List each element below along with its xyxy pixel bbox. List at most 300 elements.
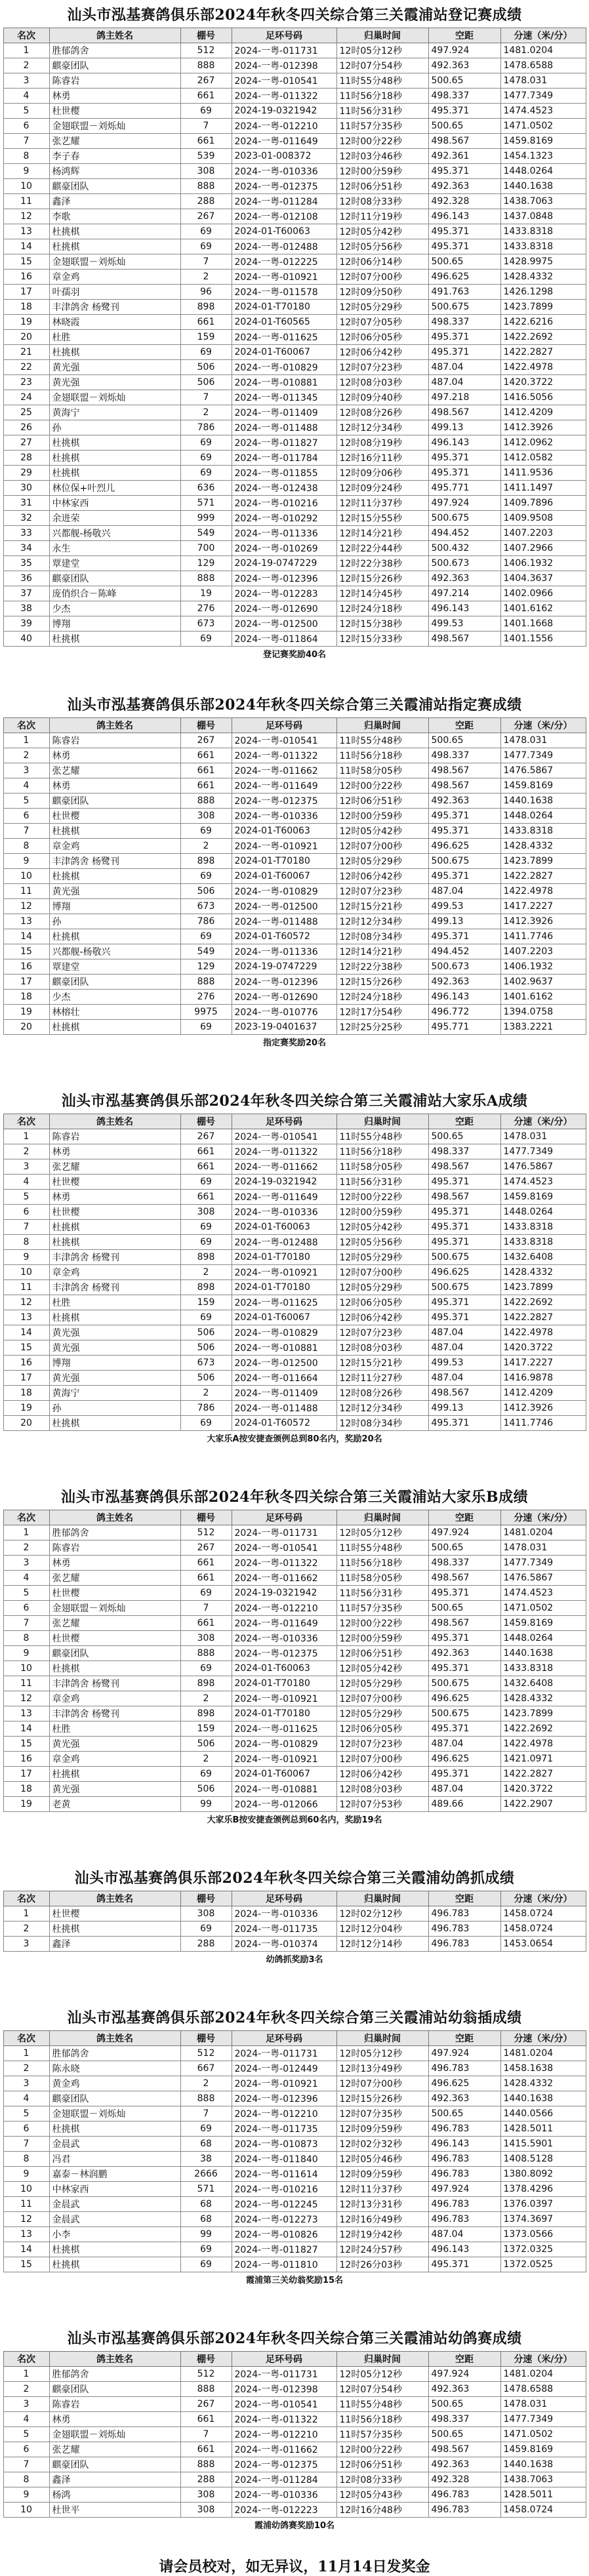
table-row [3, 2382, 586, 2397]
section-footer: 幼鸽抓奖励3名 [266, 1955, 323, 1965]
column-header: 鸽主姓名 [49, 1510, 180, 1525]
table-cell: 12时15分26秒 [336, 975, 428, 990]
table-cell: 2024-01-T60067 [232, 869, 336, 884]
table-cell: 2024-一粤-010881 [232, 375, 336, 390]
table-cell: 林榕壮 [49, 1005, 180, 1020]
table-cell: 506 [180, 375, 232, 390]
table-cell: 7 [180, 2427, 232, 2442]
table-cell: 496.625 [428, 2076, 500, 2091]
table-cell: 1 [3, 733, 49, 748]
table-cell: 500.65 [428, 119, 500, 134]
table-cell: 667 [180, 2061, 232, 2076]
table-cell: 2 [3, 748, 49, 763]
final-note: 请会员校对，如无异议，11月14日发奖金 [159, 2558, 430, 2575]
table-header-row [3, 1510, 586, 1525]
table-row [3, 1020, 586, 1035]
table-cell: 12时16分49秒 [336, 2212, 428, 2227]
table-row [3, 2257, 586, 2272]
table-cell: 7 [180, 119, 232, 134]
results-section [0, 693, 589, 1053]
table-cell: 8 [3, 149, 49, 164]
table-cell: 黄光强 [49, 1737, 180, 1752]
table-cell: 5 [3, 1586, 49, 1601]
column-header: 足环号码 [232, 718, 336, 733]
table-cell: 1471.0502 [500, 1601, 586, 1616]
table-cell: 19 [3, 1401, 49, 1416]
table-cell: 鑫泽 [49, 1937, 180, 1952]
table-cell: 69 [180, 1661, 232, 1676]
table-cell: 499.13 [428, 914, 500, 929]
table-cell: 黄光强 [49, 375, 180, 390]
table-cell: 8 [3, 1235, 49, 1250]
table-cell: 489.66 [428, 1797, 500, 1812]
table-cell: 29 [3, 466, 49, 481]
table-row [3, 1752, 586, 1767]
table-cell: 12时08分03秒 [336, 1782, 428, 1797]
table-cell: 2024-一粤-011336 [232, 944, 336, 959]
table-header-row [3, 1114, 586, 1129]
table-cell: 1478.6588 [500, 58, 586, 73]
table-cell: 2024-一粤-011409 [232, 1386, 336, 1401]
table-cell: 2 [180, 839, 232, 854]
table-header-row [3, 718, 586, 733]
table-cell: 林勇 [49, 1190, 180, 1205]
table-cell: 2024-一粤-011855 [232, 466, 336, 481]
column-header: 足环号码 [232, 2352, 336, 2367]
table-cell: 267 [180, 209, 232, 224]
table-cell: 1423.7899 [500, 854, 586, 869]
table-cell: 11时56分18秒 [336, 748, 428, 763]
table-cell: 496.783 [428, 2212, 500, 2227]
table-row [3, 2397, 586, 2412]
table-row [3, 496, 586, 511]
table-row [3, 541, 586, 556]
table-cell: 1422.2692 [500, 1721, 586, 1737]
table-cell: 506 [180, 1371, 232, 1386]
table-cell: 中林家西 [49, 496, 180, 511]
table-row [3, 1310, 586, 1325]
table-cell: 69 [180, 2122, 232, 2137]
table-cell: 495.371 [428, 1767, 500, 1782]
table-cell: 2024-一粤-012273 [232, 2212, 336, 2227]
table-cell: 胜郁鸽舍 [49, 43, 180, 58]
table-cell: 12时05分29秒 [336, 1706, 428, 1721]
column-header: 归巢时间 [336, 1114, 428, 1129]
table-cell: 麒豪团队 [49, 2091, 180, 2106]
table-cell: 1422.4978 [500, 884, 586, 899]
table-cell: 499.53 [428, 616, 500, 632]
table-row [3, 763, 586, 778]
table-cell: 杜挑棋 [49, 869, 180, 884]
table-cell: 17 [3, 285, 49, 300]
table-cell: 12时05分29秒 [336, 300, 428, 315]
table-cell: 2024-01-T60063 [232, 1220, 336, 1235]
table-cell: 661 [180, 1556, 232, 1571]
table-cell: 1428.4332 [500, 839, 586, 854]
table-cell: 12时19分42秒 [336, 2227, 428, 2242]
table-row [3, 420, 586, 435]
table-row [3, 1005, 586, 1020]
table-cell: 495.371 [428, 104, 500, 119]
table-cell: 12 [3, 1691, 49, 1706]
table-cell: 499.53 [428, 899, 500, 914]
table-cell: 2024-一粤-010541 [232, 73, 336, 89]
table-cell: 21 [3, 345, 49, 360]
table-cell: 杜挑棋 [49, 1220, 180, 1235]
table-cell: 12时07分00秒 [336, 270, 428, 285]
table-cell: 487.04 [428, 1325, 500, 1340]
table-cell: 1422.2827 [500, 1310, 586, 1325]
table-row [3, 239, 586, 254]
table-cell: 12时17分54秒 [336, 1005, 428, 1020]
table-cell: 2 [180, 1386, 232, 1401]
table-cell: 2024-一粤-011322 [232, 2412, 336, 2427]
table-cell: 12时11分19秒 [336, 209, 428, 224]
table-cell: 2024-01-T60067 [232, 1767, 336, 1782]
table-cell: 12时09分59秒 [336, 2122, 428, 2137]
table-cell: 1471.0502 [500, 2427, 586, 2442]
table-cell: 12时05分42秒 [336, 1220, 428, 1235]
table-cell: 2024-01-T60572 [232, 1416, 336, 1431]
table-cell: 888 [180, 794, 232, 809]
table-row [3, 854, 586, 869]
table-cell: 11时58分05秒 [336, 1159, 428, 1175]
table-cell: 1440.1638 [500, 794, 586, 809]
table-row [3, 1782, 586, 1797]
table-cell: 1406.1932 [500, 959, 586, 975]
table-cell: 12时09分59秒 [336, 2167, 428, 2182]
table-cell: 14 [3, 1325, 49, 1340]
results-section [0, 1866, 589, 1970]
table-cell: 1478.031 [500, 733, 586, 748]
table-cell: 1422.2827 [500, 869, 586, 884]
table-cell: 1374.3697 [500, 2212, 586, 2227]
table-cell: 黄光强 [49, 1325, 180, 1340]
table-cell: 498.567 [428, 632, 500, 647]
table-cell: 11时55分48秒 [336, 1540, 428, 1556]
table-cell: 4 [3, 2091, 49, 2106]
table-cell: 杜挑棋 [49, 1922, 180, 1937]
table-cell: 500.673 [428, 556, 500, 571]
table-cell: 1407.2203 [500, 944, 586, 959]
table-cell: 497.924 [428, 496, 500, 511]
table-cell: 496.783 [428, 2152, 500, 2167]
table-cell: 2024-01-T60063 [232, 824, 336, 839]
table-cell: 288 [180, 2472, 232, 2487]
table-cell: 288 [180, 194, 232, 209]
table-cell: 1448.0264 [500, 1205, 586, 1220]
table-cell: 500.65 [428, 1601, 500, 1616]
table-cell: 69 [180, 104, 232, 119]
table-cell: 888 [180, 2091, 232, 2106]
table-cell: 19 [3, 315, 49, 330]
results-table [3, 1114, 586, 1431]
table-cell: 487.04 [428, 884, 500, 899]
table-row [3, 884, 586, 899]
table-cell: 500.675 [428, 854, 500, 869]
table-cell: 11时58分05秒 [336, 1571, 428, 1586]
table-cell: 492.363 [428, 2091, 500, 2106]
table-cell: 1432.6408 [500, 1676, 586, 1691]
table-cell: 495.371 [428, 929, 500, 944]
column-header: 鸽主姓名 [49, 1114, 180, 1129]
table-cell: 8 [3, 2472, 49, 2487]
table-cell: 9 [3, 164, 49, 179]
table-cell: 1409.9508 [500, 511, 586, 526]
table-cell: 500.65 [428, 254, 500, 270]
table-cell: 12 [3, 899, 49, 914]
table-cell: 68 [180, 2197, 232, 2212]
table-cell: 2 [180, 1265, 232, 1280]
table-cell: 博翔 [49, 616, 180, 632]
table-cell: 308 [180, 164, 232, 179]
table-cell: 2024-一粤-010336 [232, 1906, 336, 1922]
table-cell: 1401.6162 [500, 601, 586, 616]
table-cell: 2024-19-0321942 [232, 1586, 336, 1601]
table-cell: 12时16分48秒 [336, 2503, 428, 2518]
column-header: 归巢时间 [336, 2031, 428, 2046]
table-cell: 1401.6162 [500, 990, 586, 1005]
section-footer: 指定赛奖励20名 [262, 1038, 327, 1048]
table-cell: 12时15分26秒 [336, 2091, 428, 2106]
table-cell: 2024-一粤-012398 [232, 58, 336, 73]
table-cell: 496.143 [428, 209, 500, 224]
table-row [3, 1661, 586, 1676]
table-cell: 12时15分33秒 [336, 632, 428, 647]
table-cell: 1433.8318 [500, 1235, 586, 1250]
table-cell: 2024-一粤-011625 [232, 1295, 336, 1310]
table-cell: 1458.0724 [500, 1922, 586, 1937]
column-header: 归巢时间 [336, 1891, 428, 1906]
column-header: 分速（米/分） [500, 718, 586, 733]
table-cell: 506 [180, 1325, 232, 1340]
table-cell: 2 [3, 1144, 49, 1159]
table-cell: 1 [3, 2046, 49, 2061]
table-cell: 1476.5867 [500, 1159, 586, 1175]
table-cell: 12 [3, 209, 49, 224]
table-cell: 1417.2227 [500, 1356, 586, 1371]
table-row [3, 944, 586, 959]
table-cell: 2024-一粤-011864 [232, 632, 336, 647]
table-cell: 12时26分03秒 [336, 2257, 428, 2272]
table-cell: 4 [3, 2412, 49, 2427]
table-cell: 1422.4978 [500, 1737, 586, 1752]
table-row [3, 1906, 586, 1922]
table-cell: 69 [180, 435, 232, 451]
results-table [3, 1891, 586, 1952]
column-header: 棚号 [180, 1114, 232, 1129]
column-header: 分速（米/分） [500, 28, 586, 43]
table-cell: 786 [180, 420, 232, 435]
table-cell: 673 [180, 899, 232, 914]
table-cell: 16 [3, 270, 49, 285]
table-cell: 7 [3, 824, 49, 839]
table-cell: 492.363 [428, 1646, 500, 1661]
results-table [3, 1510, 586, 1812]
table-cell: 12时05分12秒 [336, 1525, 428, 1540]
table-cell: 40 [3, 632, 49, 647]
table-cell: 陈睿岩 [49, 73, 180, 89]
column-header: 分速（米/分） [500, 1510, 586, 1525]
table-cell: 杜世樱 [49, 1906, 180, 1922]
table-row [3, 869, 586, 884]
table-cell: 3 [3, 2397, 49, 2412]
table-cell: 2024-一粤-011662 [232, 2442, 336, 2457]
table-cell: 12时08分26秒 [336, 405, 428, 420]
table-cell: 12时05分29秒 [336, 1676, 428, 1691]
table-cell: 2024-一粤-012396 [232, 571, 336, 586]
table-cell: 2024-一粤-010216 [232, 496, 336, 511]
column-header: 鸽主姓名 [49, 718, 180, 733]
table-cell: 492.363 [428, 2382, 500, 2397]
table-cell: 492.328 [428, 2472, 500, 2487]
table-cell: 麒豪团队 [49, 2457, 180, 2472]
table-cell: 500.673 [428, 959, 500, 975]
table-cell: 陈睿岩 [49, 1129, 180, 1144]
table-cell: 2024-一粤-012210 [232, 2106, 336, 2122]
column-header: 棚号 [180, 28, 232, 43]
column-header: 分速（米/分） [500, 2352, 586, 2367]
table-cell: 1401.1556 [500, 632, 586, 647]
table-cell: 2 [3, 1540, 49, 1556]
table-cell: 1481.0204 [500, 43, 586, 58]
table-cell: 12时09分50秒 [336, 285, 428, 300]
column-header: 空距 [428, 1891, 500, 1906]
table-cell: 章金鸡 [49, 839, 180, 854]
table-row [3, 345, 586, 360]
table-cell: 金晨武 [49, 2212, 180, 2227]
table-cell: 512 [180, 2046, 232, 2061]
table-cell: 2 [180, 1691, 232, 1706]
table-cell: 少杰 [49, 601, 180, 616]
table-cell: 14 [3, 239, 49, 254]
table-cell: 496.783 [428, 2197, 500, 2212]
table-row [3, 1235, 586, 1250]
table-cell: 2024-一粤-012283 [232, 586, 336, 601]
table-cell: 12时12分34秒 [336, 914, 428, 929]
table-cell: 661 [180, 89, 232, 104]
table-cell: 2024-一粤-012449 [232, 2061, 336, 2076]
table-cell: 512 [180, 1525, 232, 1540]
table-cell: 1420.3722 [500, 1340, 586, 1356]
table-cell: 金晨武 [49, 2137, 180, 2152]
table-cell: 492.363 [428, 794, 500, 809]
table-cell: 丰津鸽舍 杨鹭刊 [49, 1706, 180, 1721]
table-cell: 15 [3, 2257, 49, 2272]
table-cell: 487.04 [428, 375, 500, 390]
table-cell: 2024-一粤-011322 [232, 89, 336, 104]
table-cell: 308 [180, 1906, 232, 1922]
table-row [3, 2242, 586, 2257]
table-cell: 1421.0971 [500, 1752, 586, 1767]
table-cell: 麒豪团队 [49, 1646, 180, 1661]
column-header: 分速（米/分） [500, 1891, 586, 1906]
table-cell: 539 [180, 149, 232, 164]
table-cell: 1433.8318 [500, 224, 586, 239]
column-header: 名次 [3, 2031, 49, 2046]
table-cell: 2024-19-0747229 [232, 556, 336, 571]
table-cell: 2024-一粤-010541 [232, 733, 336, 748]
table-row [3, 1556, 586, 1571]
table-cell: 1432.6408 [500, 1250, 586, 1265]
table-cell: 1474.4523 [500, 104, 586, 119]
table-row [3, 1205, 586, 1220]
table-row [3, 2212, 586, 2227]
section-footer: 登记赛奖励40名 [262, 650, 327, 660]
table-row [3, 1371, 586, 1386]
table-row [3, 632, 586, 647]
column-header: 足环号码 [232, 1114, 336, 1129]
table-row [3, 2503, 586, 2518]
table-cell: 11 [3, 1676, 49, 1691]
table-cell: 覃建堂 [49, 959, 180, 975]
table-cell: 898 [180, 1706, 232, 1721]
table-cell: 12时22分38秒 [336, 556, 428, 571]
table-cell: 500.675 [428, 1250, 500, 1265]
table-cell: 11时56分31秒 [336, 1175, 428, 1190]
table-cell: 2024-一粤-011662 [232, 763, 336, 778]
table-cell: 12时14分45秒 [336, 586, 428, 601]
table-cell: 1433.8318 [500, 1661, 586, 1676]
table-cell: 6 [3, 1205, 49, 1220]
table-cell: 林勇 [49, 1556, 180, 1571]
table-cell: 2024-一粤-011649 [232, 1616, 336, 1631]
table-cell: 杜世樱 [49, 1175, 180, 1190]
table-cell: 506 [180, 884, 232, 899]
table-cell: 1412.4209 [500, 405, 586, 420]
table-cell: 2024-一粤-012108 [232, 209, 336, 224]
section-footer: 大家乐A按安捷查颁例总到80名内，奖励20名 [207, 1434, 382, 1444]
column-header: 名次 [3, 2352, 49, 2367]
table-cell: 2024-一粤-011336 [232, 526, 336, 541]
column-header: 名次 [3, 718, 49, 733]
table-cell: 898 [180, 1250, 232, 1265]
table-cell: 2024-01-T60565 [232, 315, 336, 330]
table-cell: 杜挑棋 [49, 2122, 180, 2137]
table-cell: 492.363 [428, 58, 500, 73]
table-cell: 3 [3, 73, 49, 89]
table-cell: 549 [180, 526, 232, 541]
table-cell: 1477.7349 [500, 1144, 586, 1159]
table-cell: 麒豪团队 [49, 58, 180, 73]
table-row [3, 959, 586, 975]
table-cell: 506 [180, 1340, 232, 1356]
table-cell: 林勇 [49, 89, 180, 104]
table-cell: 1433.8318 [500, 1220, 586, 1235]
table-cell: 杜挑棋 [49, 1020, 180, 1035]
table-cell: 498.337 [428, 748, 500, 763]
table-cell: 33 [3, 526, 49, 541]
column-header: 名次 [3, 1114, 49, 1129]
table-cell: 12时24分18秒 [336, 990, 428, 1005]
table-cell: 12时05分29秒 [336, 854, 428, 869]
table-row [3, 481, 586, 496]
table-cell: 2024-19-0747229 [232, 959, 336, 975]
table-cell: 12时11分27秒 [336, 1371, 428, 1386]
table-row [3, 285, 586, 300]
table-cell: 麒豪团队 [49, 2382, 180, 2397]
table-cell: 500.675 [428, 300, 500, 315]
table-cell: 496.783 [428, 2122, 500, 2137]
table-row [3, 2367, 586, 2382]
table-cell: 487.04 [428, 360, 500, 375]
table-cell: 杜世樱 [49, 809, 180, 824]
table-row [3, 526, 586, 541]
table-cell: 3 [3, 1556, 49, 1571]
table-row [3, 164, 586, 179]
table-cell: 500.432 [428, 541, 500, 556]
table-cell: 2024-一粤-011488 [232, 914, 336, 929]
